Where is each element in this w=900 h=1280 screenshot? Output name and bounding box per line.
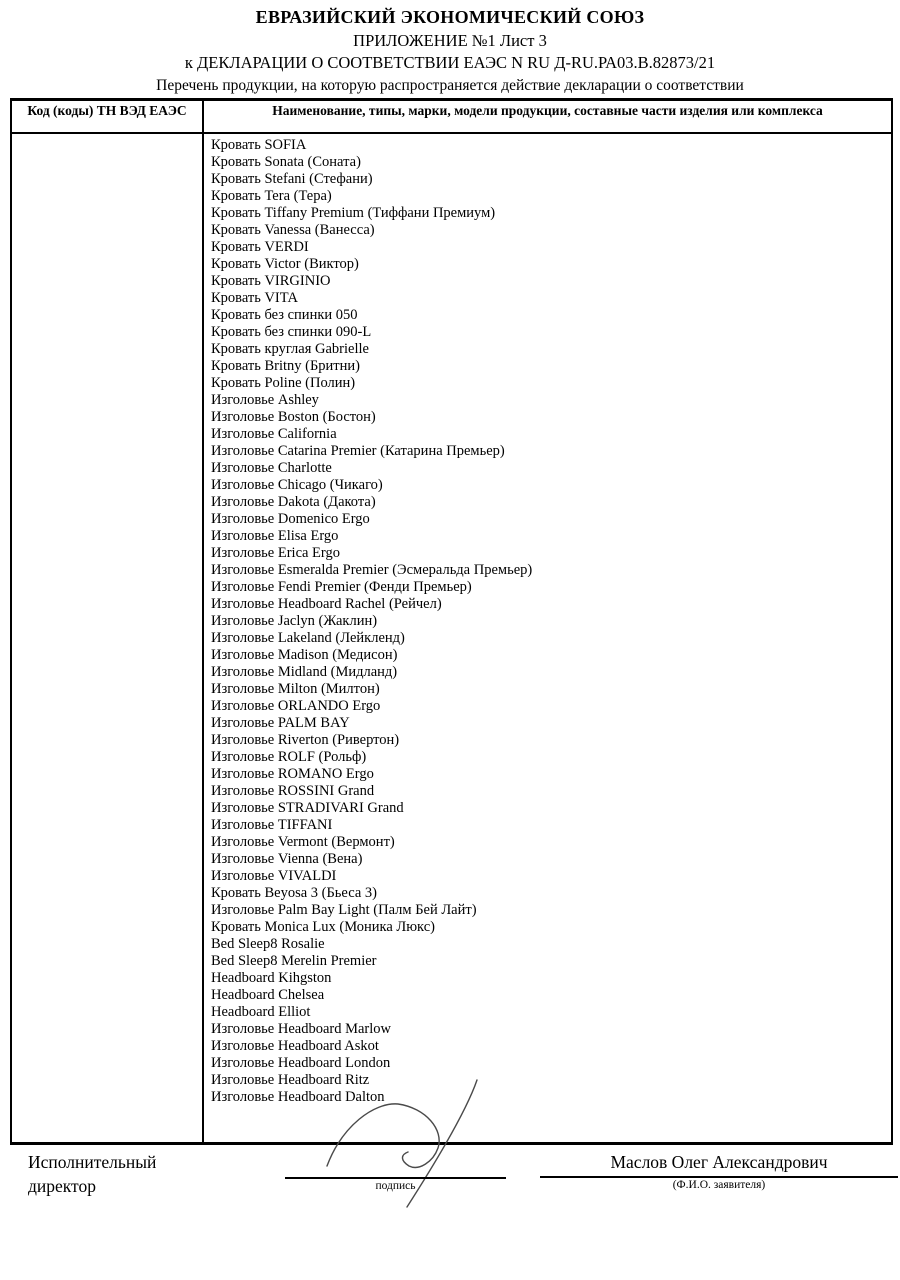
table-row: Кровать Tera (Тера) [211, 188, 332, 204]
table-row: Изголовье TIFFANI [211, 817, 333, 833]
table-row: Изголовье California [211, 426, 337, 442]
table-row: Изголовье Catarina Premier (Катарина Премьер) [211, 443, 505, 459]
table-row: Headboard Elliot [211, 1004, 311, 1020]
table-row: Изголовье Madison (Медисон) [211, 647, 398, 663]
table-row: Изголовье Midland (Мидланд) [211, 664, 398, 680]
code-cell [12, 134, 204, 1142]
table-row: Кровать без спинки 090-L [211, 324, 372, 340]
table-row: Кровать Stefani (Стефани) [211, 171, 373, 187]
table-body-row [12, 134, 891, 1142]
applicant-name-caption: (Ф.И.О. заявителя) [672, 1179, 766, 1191]
table-row: Изголовье Esmeralda Premier (Эсмеральда Премьер) [211, 562, 533, 578]
table-row: Изголовье Headboard London [211, 1055, 391, 1071]
table-row: Изголовье Milton (Милтон) [211, 681, 380, 697]
table-row: Изголовье Ashley [211, 392, 319, 408]
table-row: Изголовье ORLANDO Ergo [211, 698, 381, 714]
table-row: Изголовье STRADIVARI Grand [211, 800, 404, 816]
table-row: Изголовье Headboard Askot [211, 1038, 379, 1054]
table-row: Кровать Monica Lux (Моника Люкс) [211, 919, 435, 935]
table-row: Изголовье Headboard Ritz [211, 1072, 370, 1088]
table-row: Изголовье Riverton (Ривертон) [211, 732, 400, 748]
appendix-title: ПРИЛОЖЕНИЕ №1 Лист 3 [353, 31, 547, 50]
table-row: Bed Sleep8 Merelin Premier [211, 953, 377, 969]
table-row: Изголовье Domenico Ergo [211, 511, 370, 527]
table-row: Изголовье Chicago (Чикаго) [211, 477, 383, 493]
applicant-name: Маслов Олег Александрович [610, 1152, 828, 1172]
table-row: Кровать без спинки 050 [211, 307, 358, 323]
table-row: Кровать Victor (Виктор) [211, 256, 359, 272]
table-row: Кровать Beyosa 3 (Бьеса 3) [211, 885, 377, 901]
products-table [10, 98, 893, 1145]
table-row: Изголовье Headboard Marlow [211, 1021, 391, 1037]
table-row: Изголовье Dakota (Дакота) [211, 494, 376, 510]
table-row: Headboard Chelsea [211, 987, 325, 1003]
table-row: Изголовье ROMANO Ergo [211, 766, 374, 782]
table-row: Изголовье Charlotte [211, 460, 332, 476]
table-row: Изголовье Jaclyn (Жаклин) [211, 613, 378, 629]
table-row: Кровать круглая Gabrielle [211, 341, 369, 357]
table-header-row [12, 101, 891, 134]
table-row: Изголовье ROSSINI Grand [211, 783, 375, 799]
table-row: Кровать SOFIA [211, 137, 307, 153]
document-header [0, 0, 900, 95]
table-row: Изголовье ROLF (Рольф) [211, 749, 367, 765]
document-subtitle: Перечень продукции, на которую распространяется действие декларации о соответствии [156, 77, 744, 94]
table-row: Headboard Kihgston [211, 970, 332, 986]
table-row: Кровать VITA [211, 290, 298, 306]
table-row: Изголовье Headboard Rachel (Рейчел) [211, 596, 442, 612]
product-list [204, 134, 891, 1142]
table-row: Кровать VERDI [211, 239, 309, 255]
table-row: Изголовье Vermont (Вермонт) [211, 834, 395, 850]
table-row: Изголовье PALM BAY [211, 715, 350, 731]
table-row: Кровать Vanessa (Ванесса) [211, 222, 375, 238]
column-header-code: Код (коды) ТН ВЭД ЕАЭС [12, 101, 204, 132]
table-row: Bed Sleep8 Rosalie [211, 936, 325, 952]
signature-line [285, 1177, 506, 1179]
table-row: Изголовье Erica Ergo [211, 545, 340, 561]
table-row: Кровать VIRGINIO [211, 273, 331, 289]
table-row: Кровать Tiffany Premium (Тиффани Премиум) [211, 205, 496, 221]
table-row: Кровать Britny (Бритни) [211, 358, 360, 374]
table-row: Кровать Sonata (Соната) [211, 154, 361, 170]
table-row: Изголовье VIVALDI [211, 868, 337, 884]
table-row: Изголовье Palm Bay Light (Палм Бей Лайт) [211, 902, 477, 918]
signer-position: Исполнительный директор [28, 1152, 157, 1196]
table-row: Изголовье Elisa Ergo [211, 528, 339, 544]
signature-caption: подпись [375, 1180, 416, 1192]
table-row: Кровать Poline (Полин) [211, 375, 356, 391]
table-row: Изголовье Boston (Бостон) [211, 409, 376, 425]
table-row: Изголовье Lakeland (Лейкленд) [211, 630, 405, 646]
table-row: Изголовье Vienna (Вена) [211, 851, 363, 867]
declaration-number: к ДЕКЛАРАЦИИ О СООТВЕТСТВИИ ЕАЭС N RU Д-RU.РА03.В.82873/21 [184, 53, 716, 72]
table-row: Изголовье Fendi Premier (Фенди Премьер) [211, 579, 472, 595]
column-header-name: Наименование, типы, марки, модели продукции, составные части изделия или комплекса [272, 103, 823, 118]
applicant-name-line [540, 1176, 898, 1178]
table-row: Изголовье Headboard Dalton [211, 1089, 385, 1105]
union-title: ЕВРАЗИЙСКИЙ ЭКОНОМИЧЕСКИЙ СОЮЗ [255, 7, 645, 27]
